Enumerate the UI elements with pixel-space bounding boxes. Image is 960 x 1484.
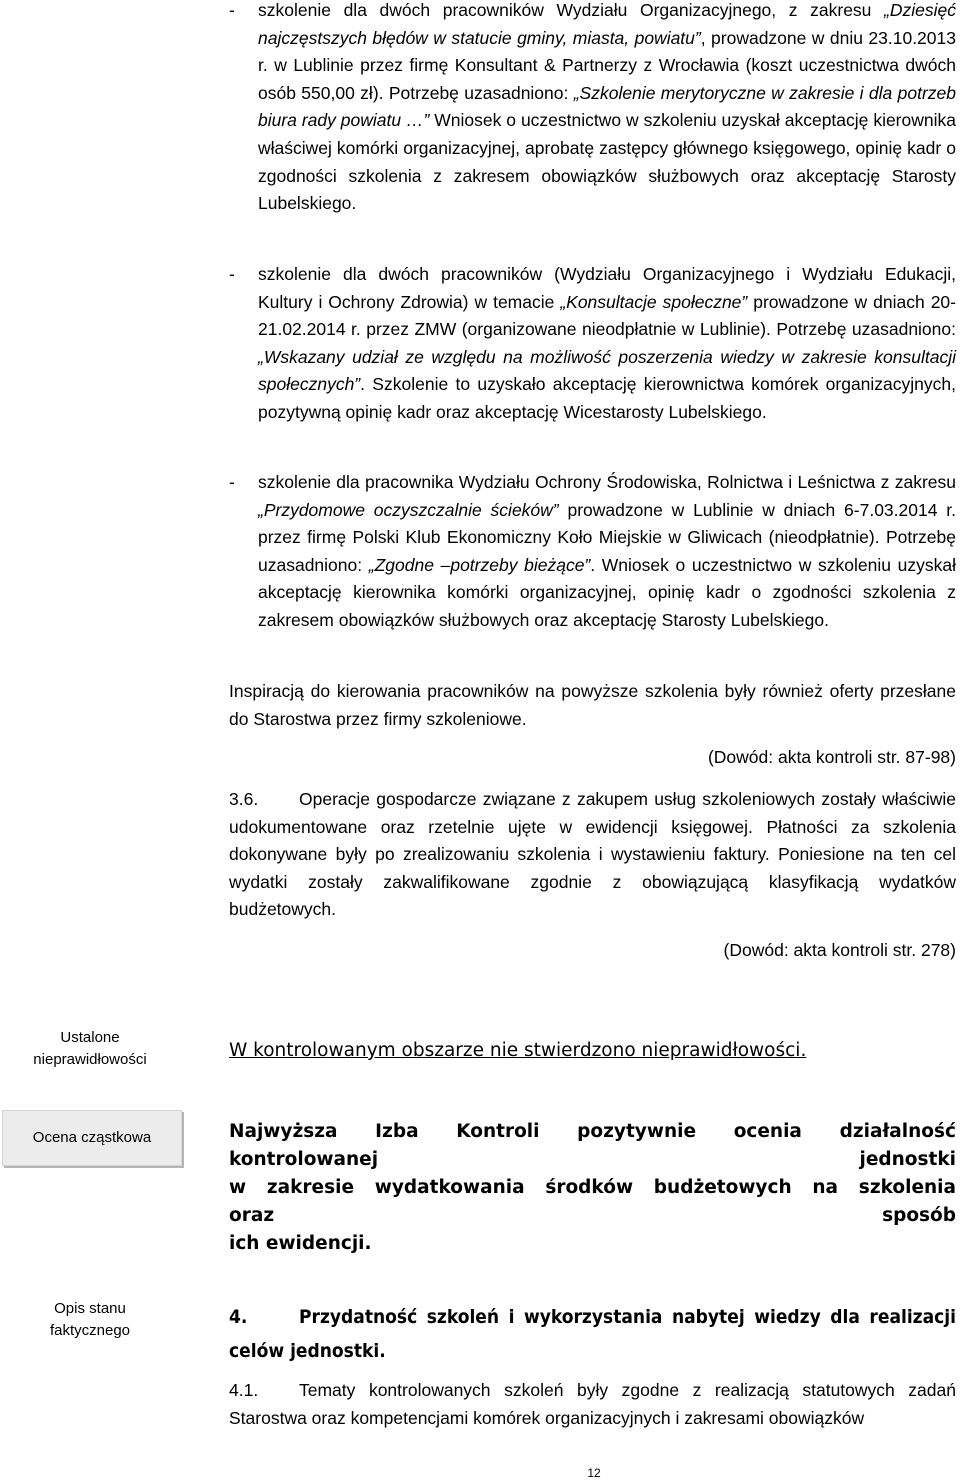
assessment-line-1: Najwyższa Izba Kontroli pozytywnie ocenia działalność	[229, 1121, 956, 1142]
bullet-1-text-1: szkolenie dla dwóch pracowników Wydziału Organizacyjnego, z zakresu	[258, 0, 885, 20]
bullet-2-text-2: prowadzone w dniach 20-21.02.2014 r. przez ZMW (organizowane nieodpłatnie w Lublinie). Potrzebę uzasadniono:	[258, 291, 956, 340]
bullet-2-text-1: szkolenie dla dwóch pracowników (Wydziału Organizacyjnego i Wydziału Edukacji, Kultury i Ochrony Zdrowia) w temacie	[258, 264, 956, 312]
section-text: Operacje gospodarcze związane z zakupem usług szkoleniowych zostały właściwie udokumentowane oraz rzetelnie ujęte w ewidencji księgowej. Płatności za szkolenia dokonywane były po zrealizowaniu szkolenia i wystawieniu faktury. Poniesione na ten cel wydatki zostały zakwalifikowane zgodnie z obowiązującą klasyfikacją wydatków budżetowych.	[229, 789, 956, 920]
inspiration-paragraph: Inspiracją do kierowania pracowników na powyższe szkolenia były również oferty przesłane do Starostwa przez firmy szkoleniowe.	[229, 681, 956, 729]
irregularities-label	[0, 1027, 180, 1071]
bullet-1-italic-1: „Dziesięć najczęstszych błędów w statucie gminy, miasta, powiatu”	[258, 0, 956, 48]
bullet-1-text-3: Wniosek o uczestnictwo w szkoleniu uzyskał akceptację kierownika właściwej komórki organizacyjnej, aprobatę zastępcy głównego księgowego, opinię kadr o zgodności szkolenia z zakresem obowiązków służbowych oraz akceptację Starosty Lubelskiego.	[258, 110, 956, 214]
bullet-paragraph-2	[258, 261, 956, 427]
assessment-label-box	[2, 1110, 182, 1166]
section-4-heading	[229, 1300, 956, 1368]
assessment-line-4	[229, 1202, 956, 1230]
sub-number: 4.1.	[229, 1380, 259, 1400]
sub-text: Tematy kontrolowanych szkoleń były zgodne z realizacją statutowych zadań Starostwa oraz kompetencjami komórek organizacyjnych i zakresami obowiązków	[229, 1380, 956, 1428]
assessment-line-2b: jednostki	[859, 1149, 956, 1170]
description-label-line1: Opis stanu	[54, 1300, 126, 1317]
bullet-3-text-1: szkolenie dla pracownika Wydziału Ochrony Środowiska, Rolnictwa i Leśnictwa z zakresu	[258, 472, 956, 492]
bullet-1-text-2: , prowadzone w dniu 23.10.2013 r. w Lublinie przez firmę Konsultant & Partnerzy z Wrocławia (koszt uczestnictwa dwóch osób 550,00 zł). Potrzebę uzasadniono:	[258, 27, 956, 103]
section-3-6-paragraph	[229, 786, 956, 924]
description-label	[0, 1298, 180, 1342]
assessment-line-2	[229, 1146, 956, 1174]
bullet-dash: -	[229, 0, 235, 20]
bullet-3-italic-2: „Zgodne –potrzeby bieżące”	[368, 554, 591, 575]
page-number: 12	[587, 1466, 601, 1480]
assessment-line-3: w zakresie wydatkowania środków budżetowych na szkolenia	[229, 1177, 956, 1198]
bullet-3-italic-1: „Przydomowe oczyszczalnie ścieków”	[258, 499, 559, 520]
assessment-line-4a: oraz	[229, 1205, 275, 1226]
section-4-1-paragraph	[229, 1377, 956, 1432]
bullet-paragraph-1	[258, 0, 956, 218]
bullet-2-text-3: . Szkolenie to uzyskało akceptację kierownictwa komórek organizacyjnych, pozytywną opinię kadr oraz akceptację Wicestarosty Lubelskiego.	[258, 374, 956, 422]
section-number: 3.6.	[229, 789, 259, 809]
bullet-dash: -	[229, 264, 235, 284]
assessment-line-5: ich ewidencji.	[229, 1233, 372, 1254]
heading-number: 4.	[229, 1306, 248, 1328]
description-label-line2: faktycznego	[49, 1322, 131, 1339]
bullet-2-italic-2: „Wskazany udział ze względu na możliwość poszerzenia wiedzy w zakresie konsultacji społecznych”	[258, 346, 956, 395]
bullet-1-italic-2: „Szkolenie merytoryczne w zakresie i dla potrzeb biura rady powiatu …”	[258, 82, 957, 131]
irregularities-label-line2: nieprawidłowości	[33, 1051, 147, 1068]
irregularities-label-line1: Ustalone	[60, 1029, 120, 1046]
heading-text: Przydatność szkoleń i wykorzystania nabytej wiedzy dla realizacji celów jednostki.	[229, 1306, 956, 1362]
bullet-3-text-3: . Wniosek o uczestnictwo w szkoleniu uzyskał akceptację kierownika komórki organizacyjnej, opinię kadr o zgodności szkolenia z zakresem obowiązków służbowych oraz akceptację Starosty Lubelskiego.	[258, 554, 956, 630]
evidence-reference: (Dowód: akta kontroli str. 87-98)	[707, 747, 956, 767]
irregularities-text: W kontrolowanym obszarze nie stwierdzono nieprawidłowości.	[229, 1040, 807, 1061]
evidence-reference: (Dowód: akta kontroli str. 278)	[723, 940, 956, 960]
assessment-line-2a: kontrolowanej	[229, 1149, 379, 1170]
bullet-paragraph-3	[258, 469, 956, 635]
assessment-label: Ocena cząstkowa	[32, 1129, 152, 1146]
bullet-3-text-2: prowadzone w Lublinie w dniach 6-7.03.2014 r. przez firmę Polski Klub Ekonomiczny Koło Miejskie w Gliwicach (nieodpłatnie). Potrzebę uzasadniono:	[258, 499, 956, 575]
bullet-2-italic-1: „Konsultacje społeczne”	[560, 291, 748, 312]
bullet-dash: -	[229, 472, 235, 492]
assessment-text	[229, 1118, 956, 1258]
assessment-line-4b: sposób	[882, 1205, 956, 1226]
